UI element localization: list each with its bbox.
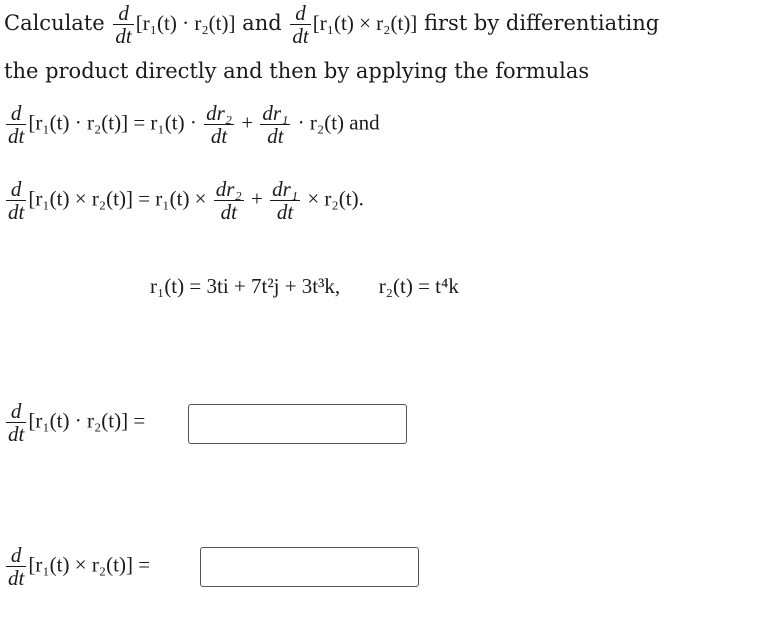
frac-den: dt	[8, 422, 25, 446]
dot-product-expr: [r₁(t) · r₂(t)]	[28, 408, 129, 433]
dot-product-expr: [r₁(t) · r₂(t)]	[135, 11, 236, 35]
intro-line-2: the product directly and then by applying the formulas	[4, 59, 590, 83]
frac-num: dr₂	[206, 101, 233, 125]
intro-calculate: Calculate	[4, 11, 105, 35]
frac-num: dr₁	[272, 177, 299, 201]
dot-answer-box	[188, 404, 407, 444]
cross-product-expr: [r₁(t) × r₂(t)]	[312, 11, 418, 35]
frac-den: dt	[8, 566, 25, 590]
intro-line-1	[4, 2, 659, 47]
given-vectors	[150, 274, 459, 299]
frac-den: dt	[220, 200, 237, 224]
dr2-dt-fraction	[214, 178, 244, 223]
dr1-dt-fraction	[270, 178, 300, 223]
derivative-operator	[6, 178, 26, 223]
frac-den: dt	[115, 24, 132, 48]
derivative-operator	[113, 2, 133, 47]
equals-sign: =	[138, 552, 151, 577]
derivative-operator	[6, 102, 26, 147]
frac-num: dr₂	[215, 177, 242, 201]
frac-den: dt	[8, 124, 25, 148]
frac-num: d	[6, 102, 26, 125]
r1-definition: r₁(t) = 3ti + 7t²j + 3t³k,	[150, 274, 341, 298]
cross-answer-box	[200, 547, 419, 587]
cross-answer-input[interactable]	[201, 548, 418, 586]
answer-cross-label	[4, 544, 150, 589]
frac-den: dt	[292, 24, 309, 48]
frac-num: d	[6, 400, 26, 423]
frac-num: d	[6, 178, 26, 201]
cross-product-expr: [r₁(t) × r₂(t)]	[28, 186, 133, 211]
frac-den: dt	[276, 200, 294, 224]
formula-dot	[4, 102, 380, 147]
derivative-operator	[290, 2, 310, 47]
r2-definition: r₂(t) = t⁴k	[378, 274, 459, 298]
frac-num: d	[113, 2, 133, 25]
frac-num: dr₁	[262, 101, 289, 125]
plus-sign: +	[251, 186, 263, 211]
formula-cross-r2: × r₂(t).	[307, 186, 364, 211]
formula-and: and	[349, 110, 380, 135]
frac-num: d	[6, 544, 26, 567]
dr2-dt-fraction	[204, 102, 234, 147]
frac-den: dt	[210, 124, 228, 148]
derivative-operator	[6, 400, 26, 445]
dot-answer-input[interactable]	[189, 405, 406, 443]
frac-num: d	[290, 2, 310, 25]
equals-sign: =	[133, 408, 146, 433]
formula-cross	[4, 178, 364, 223]
dot-product-expr: [r₁(t) · r₂(t)]	[28, 110, 129, 135]
formula-eq-lhs: = r₁(t) ×	[138, 186, 207, 211]
dr1-dt-fraction	[260, 102, 290, 147]
frac-den: dt	[267, 124, 284, 148]
derivative-operator	[6, 544, 26, 589]
intro-first-by: first by differentiating	[424, 11, 660, 35]
formula-eq-lhs: = r₁(t) ·	[133, 110, 197, 135]
frac-den: dt	[8, 200, 25, 224]
answer-dot-label	[4, 400, 145, 445]
cross-product-expr: [r₁(t) × r₂(t)]	[28, 552, 133, 577]
intro-and: and	[242, 11, 282, 35]
formula-dot-r2: · r₂(t)	[297, 110, 345, 135]
plus-sign: +	[241, 110, 254, 135]
